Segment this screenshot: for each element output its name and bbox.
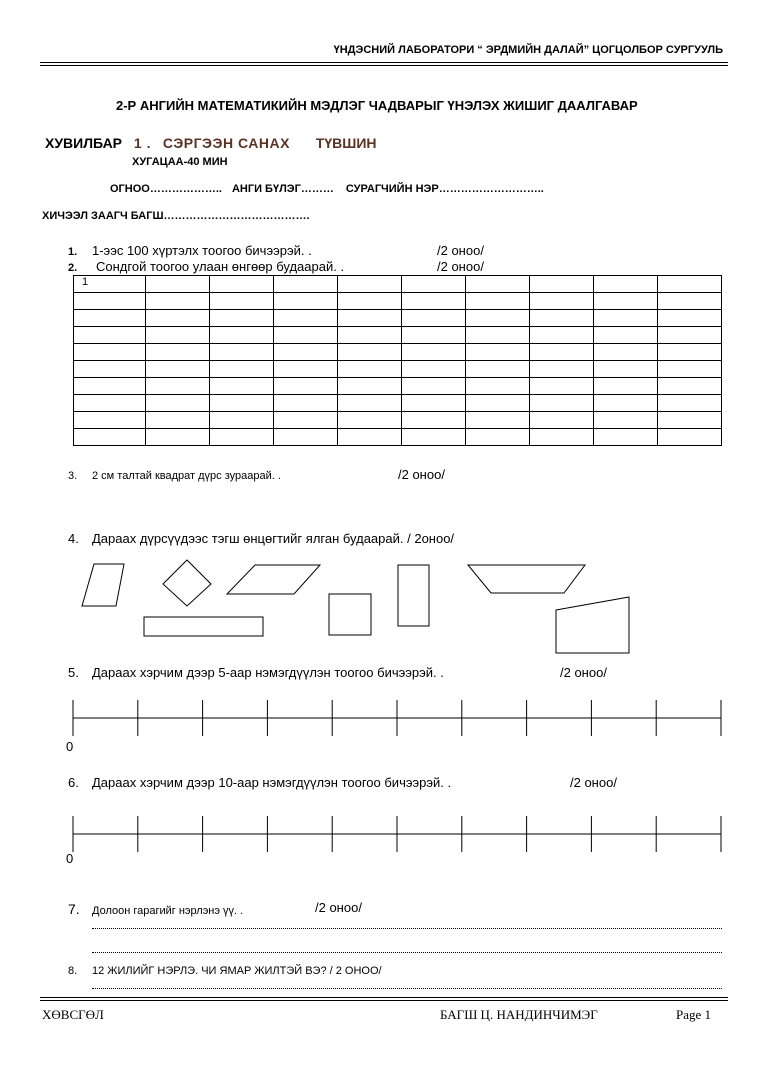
number-line-start-5: 0 (66, 739, 74, 754)
question-text: 1-ээс 100 хүртэлх тоогоо бичээрэй. . (92, 243, 312, 258)
question-6-score: /2 оноо/ (570, 775, 617, 790)
question-number: 1. (68, 246, 78, 258)
teacher-field: ХИЧЭЭЛ ЗААГЧ БАГШ…………………………………. (42, 210, 310, 222)
student-name-field: СУРАГЧИЙН НЭР……………………….. (345, 183, 544, 195)
duration: ХУГАЦАА-40 МИН (132, 156, 228, 168)
question-text: Дараах хэрчим дээр 10-аар нэмэгдүүлэн тоогоо бичээрэй. . (92, 775, 452, 790)
question-number: 8. (68, 965, 78, 977)
school-header: ҮНДЭСНИЙ ЛАБОРАТОРИ “ ЭРДМИЙН ДАЛАЙ” ЦОГЦОЛБОР СУРГУУЛЬ (333, 44, 723, 56)
footer-teacher: БАГШ Ц. НАНДИНЧИМЭГ (440, 1007, 598, 1022)
question-number: 4. (68, 531, 79, 546)
question-7-score: /2 оноо/ (315, 900, 362, 915)
question-number: 3. (68, 470, 78, 482)
footer-rule (40, 1000, 728, 1001)
parallelogram-tilted-shape (82, 564, 124, 606)
question-number: 5. (68, 665, 79, 680)
question-1-score: /2 оноо/ (437, 243, 484, 258)
page-number: Page 1 (676, 1007, 712, 1022)
trapezoid-shape (468, 565, 585, 593)
question-text: Долоон гарагийг нэрлэнэ үү. . (92, 905, 244, 917)
wide-rectangle-shape (144, 617, 263, 636)
variant-level: ТҮВШИН (315, 135, 377, 151)
page-title: 2-Р АНГИЙН МАТЕМАТИКИЙН МЭДЛЭГ ЧАДВАРЫГ ҮНЭЛЭХ ЖИШИГ ДААЛГАВАР (116, 98, 638, 113)
quadrilateral-shape (556, 597, 629, 653)
footer-rule-thin (40, 997, 728, 998)
question-5-score: /2 оноо/ (560, 665, 607, 680)
question-text: Дараах хэрчим дээр 5-аар нэмэгдүүлэн тоогоо бичээрэй. . (92, 665, 444, 680)
question-number: 2. (68, 262, 78, 274)
rhombus-shape (163, 560, 211, 606)
footer-location: ХӨВСГӨЛ (42, 1007, 104, 1022)
tall-rectangle-shape (398, 565, 429, 626)
variant-topic: СЭРГЭЭН САНАХ (162, 135, 290, 151)
variant-label: ХУВИЛБАР (45, 135, 123, 151)
question-number: 7. (68, 901, 80, 917)
square-shape (329, 594, 371, 635)
question-text: Дараах дүрсүүдээс тэгш өнцөгтийг ялган будаарай. / 2оноо/ (92, 531, 455, 546)
number-line-start-10: 0 (66, 851, 74, 866)
parallelogram-wide-shape (227, 565, 320, 594)
date-field: ОГНОО……………….. (110, 183, 222, 195)
question-3-score: /2 оноо/ (398, 467, 445, 482)
grid-cell[interactable]: 1 (74, 276, 146, 293)
class-field: АНГИ БҮЛЭГ……… (231, 183, 334, 195)
number-line-10 (73, 816, 721, 852)
question-number: 6. (68, 775, 79, 790)
question-2-score: /2 оноо/ (437, 259, 484, 274)
question-text: Сондгой тоогоо улаан өнгөөр будаарай. . (96, 259, 345, 274)
question-text: 2 см талтай квадрат дүрс зураарай. . (92, 470, 281, 482)
number-line-5 (73, 700, 721, 736)
question-text: 12 ЖИЛИЙГ НЭРЛЭ. ЧИ ЯМАР ЖИЛТЭЙ ВЭ? / 2 ОНОО/ (92, 965, 382, 977)
variant-number: 1 . (133, 135, 151, 151)
